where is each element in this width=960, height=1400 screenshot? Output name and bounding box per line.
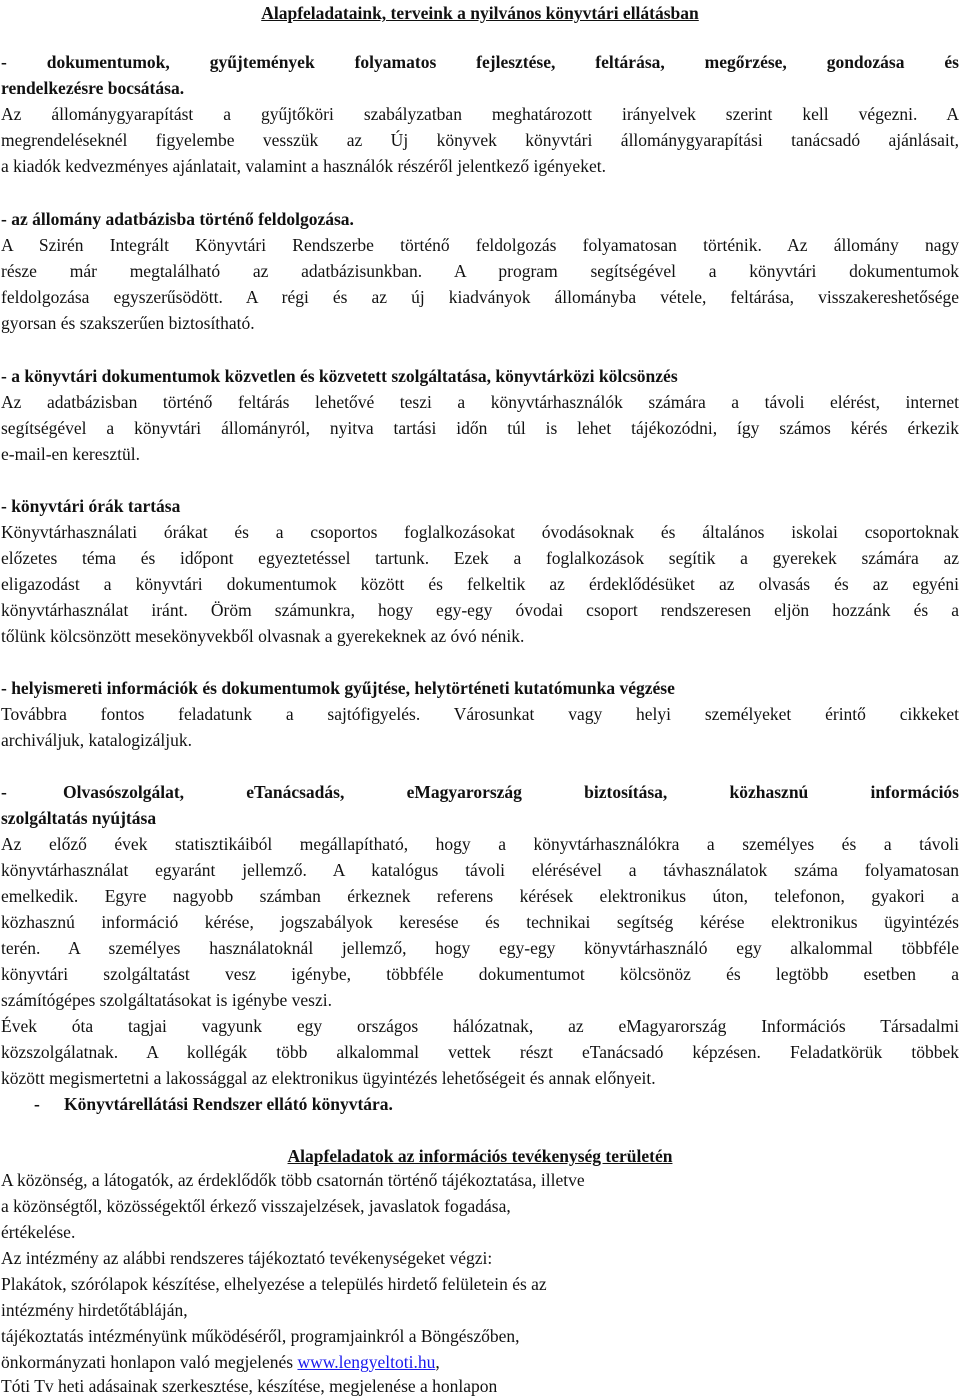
paragraph-line: megrendeléseknél figyelembe vesszük az Új könyvek könyvtári állománygyarapítási tanácsadó ajánlásait, <box>1 130 959 150</box>
list-line: Tóti Tv heti adásainak szerkesztése, készítése, megjelenése a honlapon <box>1 1376 498 1396</box>
paragraph-line: eligazodást a könyvtári dokumentumok között és felkeltik az érdeklődésüket az olvasás és az egyéni <box>1 574 959 594</box>
list-item <box>34 1091 934 1118</box>
section-heading-cont: szolgáltatás nyújtása <box>1 808 157 828</box>
paragraph-line: Az állománygyarapítást a gyűjtőköri szabályzatban meghatározott irányelvek szerint kell végezni. A <box>1 104 959 124</box>
paragraph-line: értékelése. <box>1 1222 76 1242</box>
paragraph-line: Évek óta tagjai vagyunk egy országos hálózatnak, az eMagyarország Információs Társadalmi <box>1 1016 959 1036</box>
paragraph-line: gyorsan és szakszerűen biztosítható. <box>1 313 255 333</box>
paragraph-line: A közönség, a látogatók, az érdeklődők több csatornán történő tájékoztatása, illetve <box>1 1170 585 1190</box>
section-heading: - helyismereti információk és dokumentumok gyűjtése, helytörténeti kutatómunka végzése <box>1 678 675 698</box>
section-heading <box>1 779 959 806</box>
list-line: tájékoztatás intézményünk működéséről, programjainkról a Böngészőben, <box>1 1326 520 1346</box>
paragraph-line: Az előző évek statisztikáiból megállapítható, hogy a könyvtárhasználókra a személyes és a távoli <box>1 834 959 854</box>
paragraph-line: A Szirén Integrált Könyvtári Rendszerbe történő feldolgozás folyamatosan történik. Az állomány nagy <box>1 235 959 255</box>
paragraph-line: között megismertetni a lakossággal az elektronikus ügyintézés lehetőségeit és annak előnyeit. <box>1 1068 656 1088</box>
section-heading: - a könyvtári dokumentumok közvetlen és közvetett szolgáltatása, könyvtárközi kölcsönzés <box>1 366 678 386</box>
section-heading: - dokumentumok, gyűjtemények folyamatos fejlesztése, feltárása, megőrzése, gondozása és <box>1 52 959 72</box>
paragraph-line: tőlünk kölcsönzött mesekönyvekből olvasnak a gyerekeknek az óvó nénik. <box>1 626 525 646</box>
paragraph-line: könyvtári szolgáltatást vesz igénybe, többféle dokumentumot kölcsönöz és legtöbb esetben a <box>1 964 959 984</box>
paragraph-line: segítségével a könyvtári állományról, nyitva tartási időn túl is lehet tájékozódni, így számos kérés érkezik <box>1 418 959 438</box>
list-line-punct: , <box>435 1352 440 1372</box>
website-link[interactable]: www.lengyeltoti.hu <box>297 1352 436 1372</box>
paragraph-line: könyvtárhasználat egyaránt jellemző. A katalógus távoli elérésével a távhasználatok száma folyamatosan <box>1 860 959 880</box>
list-line: intézmény hirdetőtábláján, <box>1 1300 188 1320</box>
list-line: Plakátok, szórólapok készítése, elhelyezése a település hirdető felületein és az <box>1 1274 547 1294</box>
paragraph-line: emelkedik. Egyre nagyobb számban érkeznek referens kérések elektronikus úton, telefonon, gyakori a <box>1 886 959 906</box>
section-heading: - az állomány adatbázisba történő feldolgozása. <box>1 209 354 229</box>
list-line <box>1 1349 959 1376</box>
section-heading-cont: rendelkezésre bocsátása. <box>1 78 185 98</box>
paragraph-line: Az adatbázisban történő feltárás lehetővé teszi a könyvtárhasználók számára a távoli elérést, internet <box>1 392 959 412</box>
paragraph-line: e-mail-en keresztül. <box>1 444 140 464</box>
paragraph-line: Továbbra fontos feladatunk a sajtófigyelés. Városunkat vagy helyi személyeket érintő cikkeket <box>1 704 959 724</box>
list-line-text: önkormányzati honlapon való megjelenés <box>1 1352 298 1372</box>
paragraph-line: közszolgálatnak. A kollégák több alkalommal vettek részt eTanácsadó képzésen. Feladatkörük többek <box>1 1042 959 1062</box>
paragraph-line: archiváljuk, katalogizáljuk. <box>1 730 192 750</box>
paragraph-line: feldolgozása egyszerűsödött. A régi és az új kiadványok állományba vétele, feltárása, visszakereshetősége <box>1 287 959 307</box>
paragraph-line: Az intézmény az alábbi rendszeres tájékoztató tevékenységeket végzi: <box>1 1248 493 1268</box>
heading-dash: - <box>1 782 7 802</box>
paragraph-line: terén. A személyes használatoknál jellemző, hogy egy-egy könyvtárhasználó egy alkalommal többféle <box>1 938 959 958</box>
paragraph-line: része már megtalálható az adatbázisunkban. A program segítségével a könyvtári dokumentumok <box>1 261 959 281</box>
paragraph-line: számítógépes szolgáltatásokat is igénybe veszi. <box>1 990 332 1010</box>
paragraph-line: közhasznú információ kérése, jogszabályok keresése és technikai segítség kérése elektronikus ügyintézés <box>1 912 959 932</box>
heading-text: Olvasószolgálat, eTanácsadás, eMagyarország biztosítása, közhasznú információs <box>63 782 959 802</box>
paragraph-line: Könyvtárhasználati órákat és a csoportos foglalkozásokat óvodásoknak és általános iskolai csoportoknak <box>1 522 959 542</box>
page-title: Alapfeladataink, terveink a nyilvános könyvtári ellátásban <box>261 3 699 23</box>
paragraph-line: könyvtárhasználat iránt. Öröm számunkra, hogy egy-egy óvodai csoport rendszeresen eljön hozzánk és a <box>1 600 959 620</box>
paragraph-line: a közönségtől, közösségektől érkező visszajelzések, javaslatok fogadása, <box>1 1196 511 1216</box>
list-item-text: Könyvtárellátási Rendszer ellátó könyvtára. <box>64 1094 393 1114</box>
paragraph-line: előzetes téma és időpont egyeztetéssel tartunk. Ezek a foglalkozások segítik a gyerekek számára az <box>1 548 959 568</box>
list-item-dash: - <box>34 1094 40 1114</box>
paragraph-line: a kiadók kedvezményes ajánlatait, valamint a használók részéről jelentkező igényeket. <box>1 156 606 176</box>
section-title: Alapfeladatok az információs tevékenység területén <box>287 1146 673 1166</box>
section-heading: - könyvtári órák tartása <box>1 496 181 516</box>
